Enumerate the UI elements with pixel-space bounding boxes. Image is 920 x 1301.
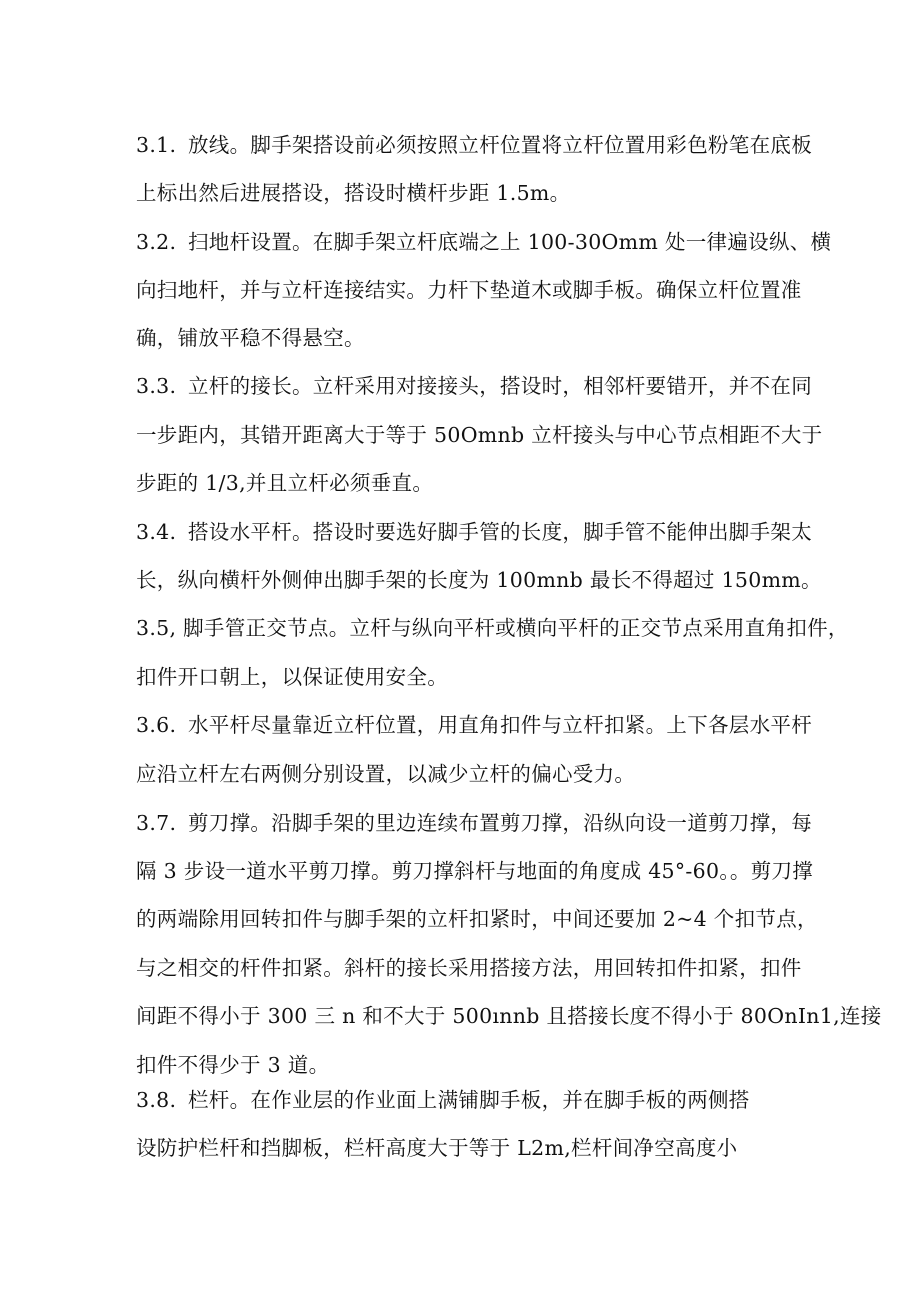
line-text: 一步距内，其错开距离大于等于 50Omnb 立杆接头与中心节点相距不大于: [136, 423, 823, 447]
text-line: [136, 858, 814, 884]
line-text: 的两端除用回转扣件与脚手架的立杆扣紧时，中间还要加 2~4 个扣节点，: [136, 907, 818, 931]
line-text: 上标出然后进展搭设，搭设时横杆步距 1.5m。: [136, 181, 571, 205]
line-text: 剪刀撑。沿脚手架的里边连续布置剪刀撑，沿纵向设一道剪刀撑，每: [188, 811, 812, 835]
line-text: 立杆的接长。立杆采用对接接头，搭设时，相邻杆要错开，并不在同: [188, 374, 812, 398]
line-text: 应沿立杆左右两侧分别设置，以减少立杆的偏心受力。: [136, 762, 636, 786]
line-text: 间距不得小于 300 三 n 和不大于 500ınnb 且搭接长度不得小于 80OnIn1,连接: [136, 1004, 882, 1028]
section-number: 3.1.: [136, 133, 177, 157]
line-text: 搭设水平杆。搭设时要选好脚手管的长度，脚手管不能伸出脚手架太: [188, 520, 812, 544]
line-text: 栏杆。在作业层的作业面上满铺脚手板，并在脚手板的两侧搭: [188, 1088, 750, 1112]
line-text: 扫地杆设置。在脚手架立杆底端之上 100-30Omm 处一律遍设纵、横: [188, 230, 832, 254]
line-text: 步距的 1/3,并且立杆必须垂直。: [136, 471, 434, 495]
text-line: [136, 1087, 796, 1113]
line-text: 向扫地杆，并与立杆连接结实。力杆下垫道木或脚手板。确保立杆位置准: [136, 278, 802, 302]
section-number: 3.6.: [136, 713, 177, 737]
text-line: [136, 761, 796, 787]
section-number: 3.8.: [136, 1088, 177, 1112]
line-text: 放线。脚手架搭设前必须按照立杆位置将立杆位置用彩色粉笔在底板: [188, 133, 812, 157]
text-line: [136, 567, 822, 593]
line-text: 长，纵向横杆外侧伸出脚手架的长度为 100mnb 最长不得超过 150mm。: [136, 568, 822, 592]
line-text: 与之相交的杆件扣紧。斜杆的接长采用搭接方法，用回转扣件扣紧，扣件: [136, 956, 802, 980]
line-text: 确，铺放平稳不得悬空。: [136, 326, 365, 350]
text-line: [136, 906, 818, 932]
text-line: [136, 229, 832, 255]
text-line: [136, 1135, 796, 1161]
text-line: [136, 519, 812, 545]
section-number: 3.7.: [136, 811, 177, 835]
text-line: [136, 1052, 796, 1078]
text-line: [136, 664, 796, 690]
text-line: [136, 373, 812, 399]
section-number: 3.2.: [136, 230, 177, 254]
text-line: [136, 180, 796, 206]
line-text: 3.5, 脚手管正交节点。立杆与纵向平杆或横向平杆的正交节点采用直角扣件，: [136, 616, 849, 640]
line-text: 设防护栏杆和挡脚板，栏杆高度大于等于 L2m,栏杆间净空高度小: [136, 1136, 738, 1160]
line-text: 水平杆尽量靠近立杆位置，用直角扣件与立杆扣紧。上下各层水平杆: [188, 713, 812, 737]
text-line: [136, 615, 849, 641]
text-line: [136, 132, 812, 158]
section-number: 3.4.: [136, 520, 177, 544]
text-line: [136, 325, 796, 351]
section-number: 3.3.: [136, 374, 177, 398]
text-line: [136, 955, 802, 981]
line-text: 扣件开口朝上，以保证使用安全。: [136, 665, 448, 689]
text-line: [136, 277, 802, 303]
text-line: [136, 470, 796, 496]
line-text: 隔 3 步设一道水平剪刀撑。剪刀撑斜杆与地面的角度成 45°-60。。剪刀撑: [136, 859, 814, 883]
text-line: [136, 422, 823, 448]
line-text: 扣件不得少于 3 道。: [136, 1053, 330, 1077]
text-line: [136, 712, 812, 738]
text-line: [136, 810, 812, 836]
text-line: [136, 1003, 882, 1029]
